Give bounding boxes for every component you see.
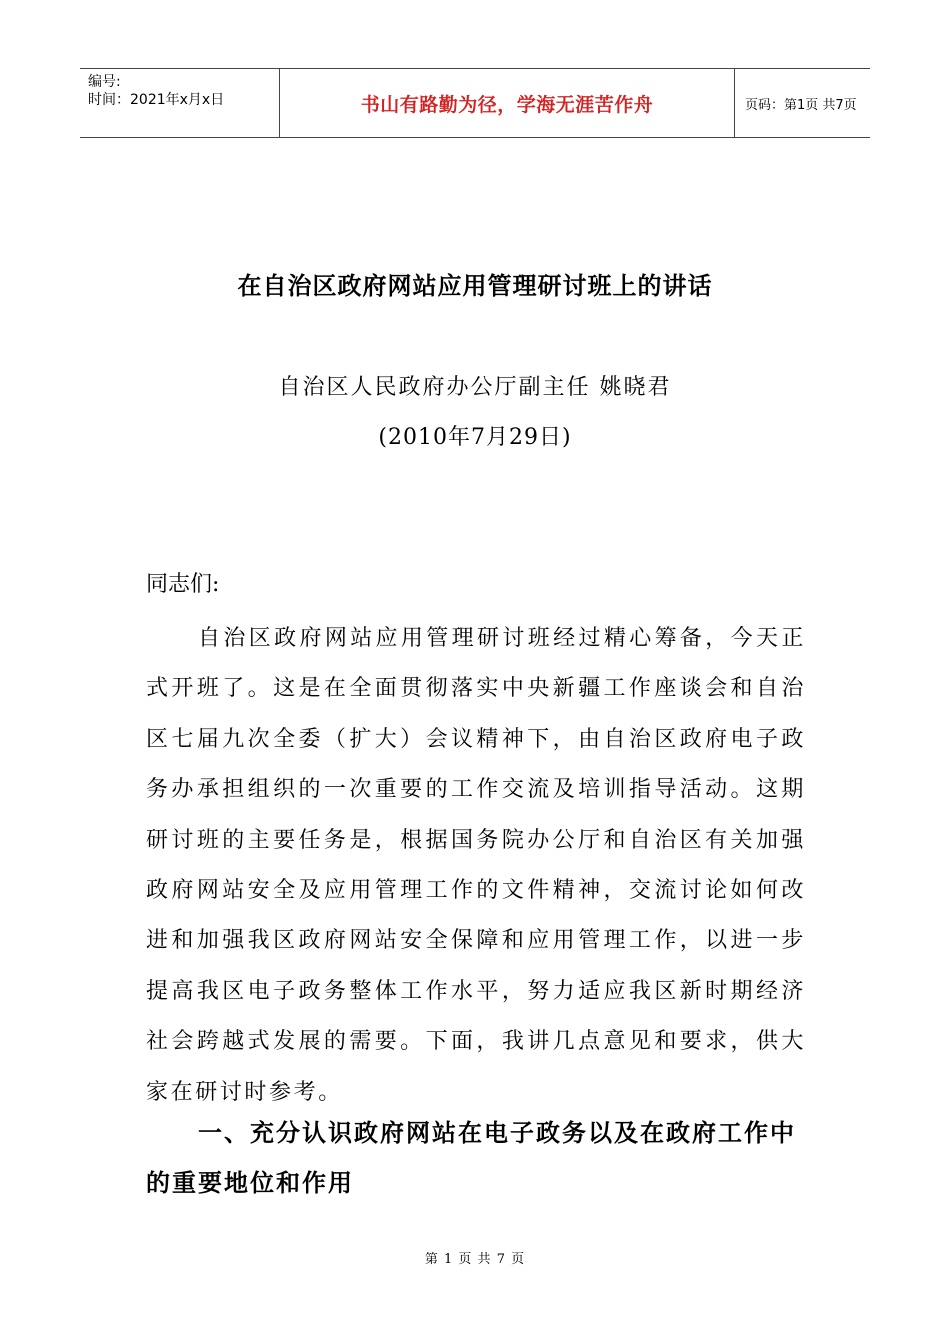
time-label: 时间：2021年x月x日 <box>88 92 225 108</box>
page-header-table <box>80 68 870 138</box>
document-title: 在自治区政府网站应用管理研讨班上的讲话 <box>237 272 713 300</box>
document-date: (2010年7月29日) <box>378 425 572 450</box>
section-heading: 一、充分认识政府网站在电子政务以及在政府工作中的重要地位和作用 <box>146 1119 796 1197</box>
header-page-info: 页码：第1页 共7页 <box>745 97 857 113</box>
header-motto: 书山有路勤为径，学海无涯苦作舟 <box>360 93 654 116</box>
number-label: 编号: <box>88 74 121 90</box>
page-footer: 第 1 页 共 7 页 <box>424 1252 526 1267</box>
salutation: 同志们: <box>146 572 220 597</box>
header-meta-cell <box>80 69 280 137</box>
header-motto-cell <box>280 69 735 137</box>
body-paragraph: 自治区政府网站应用管理研讨班经过精心筹备，今天正式开班了。这是在全面贯彻落实中央新疆工作座谈会和自治区七届九次全委（扩大）会议精神下，由自治区政府电子政务办承担组织的一次重要的工作交流及培训指导活动。这期研讨班的主要任务是，根据国务院办公厅和自治区有关加强政府网站安全及应用管理工作的文件精神，交流讨论如何改进和加强我区政府网站安全保障和应用管理工作，以进一步提高我区电子政务整体工作水平，努力适应我区新时期经济社会跨越式发展的需要。下面，我讲几点意见和要求，供大家在研讨时参考。 <box>146 626 806 1105</box>
header-page-cell <box>735 69 870 137</box>
document-byline: 自治区人民政府办公厅副主任 姚晓君 <box>278 375 672 400</box>
